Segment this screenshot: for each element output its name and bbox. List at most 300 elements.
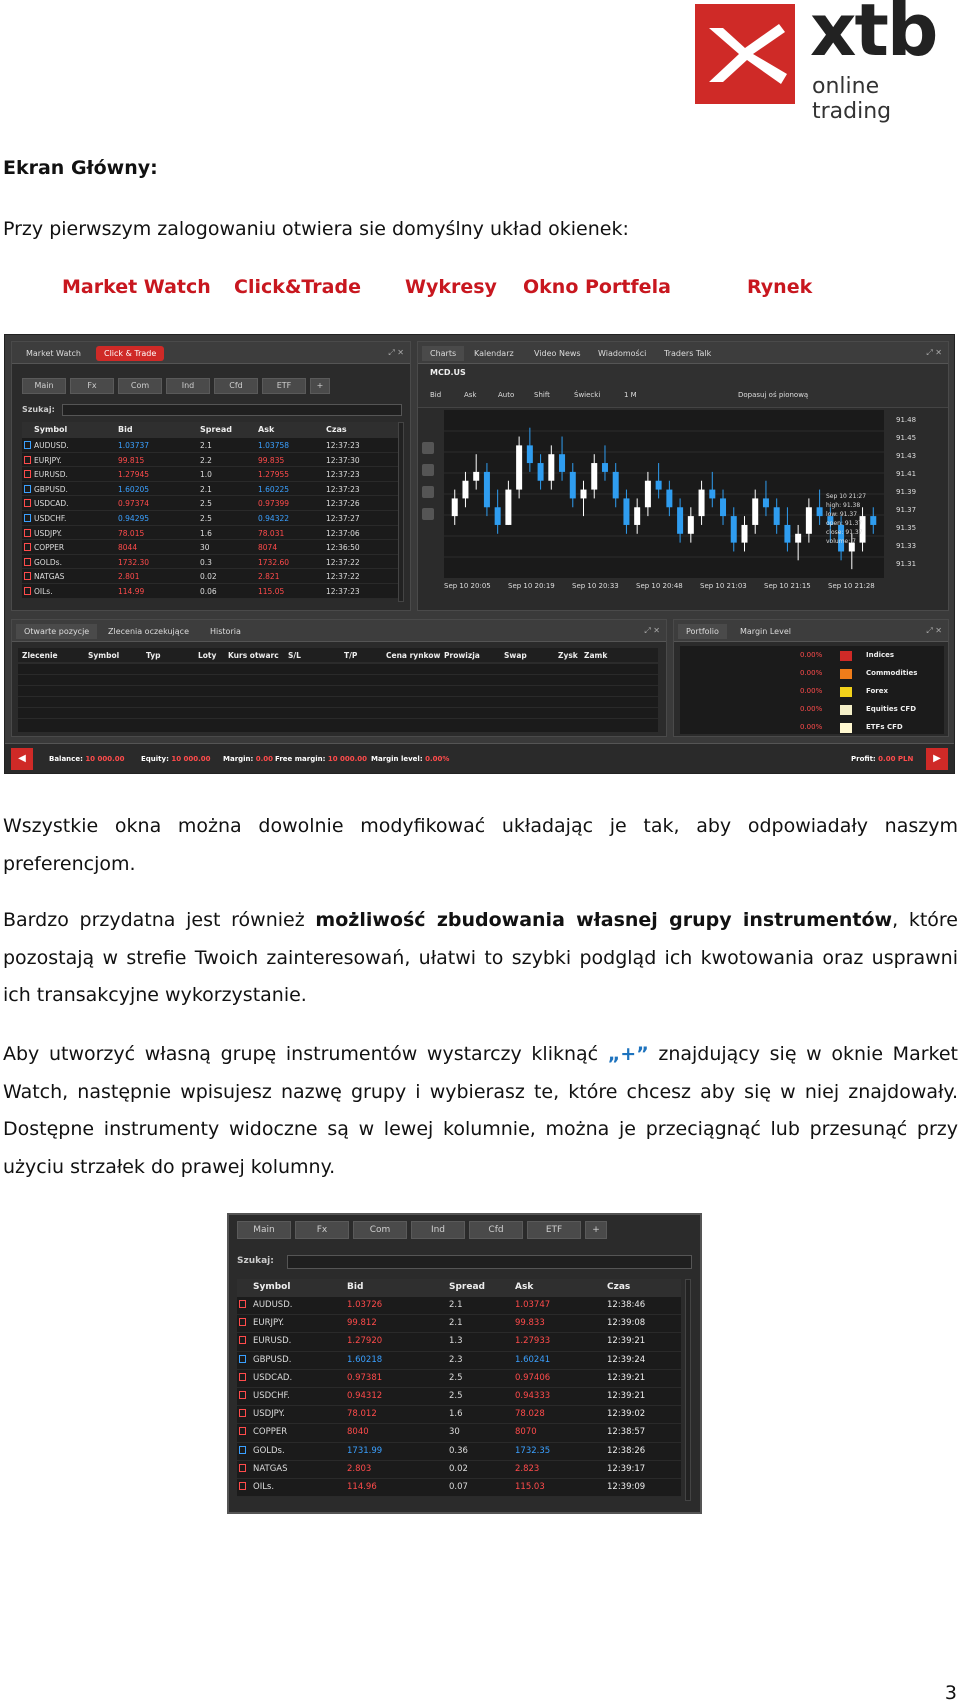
orders-column-header[interactable]: S/L xyxy=(288,651,301,660)
down-arrow-icon xyxy=(239,1300,246,1308)
quote-scrollbar[interactable] xyxy=(398,422,404,602)
down-arrow-icon xyxy=(239,1409,246,1417)
candle-body xyxy=(741,525,747,543)
portfolio-legend-row xyxy=(680,646,944,664)
time-cell: 12:39:02 xyxy=(607,1409,646,1420)
bid-cell: 0.97374 xyxy=(118,499,150,509)
window-label-rynek: Rynek xyxy=(747,276,813,298)
symbol-cell: AUDUSD. xyxy=(34,441,69,450)
price-axis xyxy=(888,410,946,578)
option-auto[interactable]: Auto xyxy=(498,391,515,399)
time-cell: 12:37:27 xyxy=(326,513,360,523)
spread-cell: 2.1 xyxy=(449,1318,463,1329)
pencil-tool-icon[interactable] xyxy=(422,486,434,498)
ask-cell: 1.03758 xyxy=(258,441,290,450)
tab-open-positions[interactable]: Otwarte pozycje xyxy=(16,624,97,639)
candlestick-chart[interactable] xyxy=(444,410,884,578)
candle-body xyxy=(870,516,876,525)
chart-instrument: MCD.US xyxy=(430,368,466,377)
time-tick-label: Sep 10 21:15 xyxy=(764,582,811,590)
down-arrow-icon xyxy=(24,543,31,551)
mw2-quote-row[interactable] xyxy=(237,1297,681,1315)
margin-level-status: Margin level: 0.00% xyxy=(371,755,450,763)
ask-cell: 0.94322 xyxy=(258,513,290,523)
platform-screenshot xyxy=(4,334,955,774)
quote-row[interactable] xyxy=(22,482,398,497)
price-tick-label: 91.43 xyxy=(896,452,917,460)
spread-cell: 2.1 xyxy=(200,484,212,494)
candle-body xyxy=(709,490,715,499)
portfolio-window-controls-icon[interactable]: ⤢ ✕ xyxy=(926,626,942,635)
ask-cell: 1.60225 xyxy=(258,484,290,494)
ask-cell: 2.823 xyxy=(515,1463,540,1474)
price-tick-label: 91.37 xyxy=(896,506,917,514)
search-input[interactable] xyxy=(62,404,402,416)
symbol-cell: NATGAS xyxy=(253,1463,288,1474)
portfolio-color-swatch xyxy=(840,687,852,697)
candle-body xyxy=(591,463,597,490)
bid-cell: 1.60205 xyxy=(118,484,150,494)
ask-cell: 78.031 xyxy=(258,528,285,538)
time-cell: 12:37:30 xyxy=(326,455,360,465)
mw2-search-label: Szukaj: xyxy=(237,1256,274,1266)
group-tab-ind[interactable]: Ind xyxy=(166,378,210,394)
bid-cell: 0.94312 xyxy=(347,1390,383,1401)
column-header-bid[interactable]: Bid xyxy=(118,425,133,434)
tooltip-line: low: 91.37 xyxy=(826,511,858,518)
up-arrow-icon xyxy=(239,1355,246,1363)
ask-cell: 99.833 xyxy=(515,1318,545,1329)
candle-body xyxy=(806,507,812,534)
bid-cell: 0.97381 xyxy=(347,1372,383,1383)
quote-row[interactable] xyxy=(22,496,398,511)
mw2-quote-row[interactable] xyxy=(237,1479,681,1497)
ask-cell: 78.028 xyxy=(515,1409,545,1420)
chart-window-controls-icon[interactable]: ⤢ ✕ xyxy=(926,348,942,357)
scroll-right-button[interactable]: ▶ xyxy=(926,748,948,770)
symbol-cell: USDCAD. xyxy=(34,499,69,509)
price-tick-label: 91.39 xyxy=(896,488,917,496)
quote-row[interactable] xyxy=(22,438,398,453)
candle-body xyxy=(548,454,554,481)
mw2-search-input[interactable] xyxy=(287,1255,692,1269)
orders-table-body xyxy=(18,664,658,732)
quote-row[interactable] xyxy=(22,555,398,570)
column-header-spread[interactable]: Spread xyxy=(200,425,232,434)
window-list xyxy=(3,276,958,304)
add-group-button[interactable]: + xyxy=(310,378,330,394)
portfolio-category: ETFs CFD xyxy=(866,723,903,731)
orders-column-header[interactable]: Cena rynkow xyxy=(386,651,441,660)
market-watch-screenshot xyxy=(227,1213,702,1514)
up-arrow-icon xyxy=(24,441,31,449)
mw2-column-header-spread[interactable]: Spread xyxy=(449,1282,485,1292)
time-tick-label: Sep 10 21:28 xyxy=(828,582,875,590)
symbol-cell: NATGAS xyxy=(34,572,65,582)
up-arrow-icon xyxy=(24,485,31,493)
tab-traders-talk[interactable]: Traders Talk xyxy=(664,349,712,358)
time-tick-label: Sep 10 20:19 xyxy=(508,582,555,590)
mw2-group-tab-etf[interactable]: ETF xyxy=(527,1221,581,1239)
layers-tool-icon[interactable] xyxy=(422,508,434,520)
portfolio-color-swatch xyxy=(840,723,852,733)
orders-column-header[interactable]: Zlecenie xyxy=(22,651,58,660)
time-tick-label: Sep 10 21:03 xyxy=(700,582,747,590)
candlestick-svg xyxy=(444,410,884,578)
portfolio-category: Equities CFD xyxy=(866,705,917,713)
mw2-group-tab-ind[interactable]: Ind xyxy=(411,1221,465,1239)
down-arrow-icon xyxy=(24,470,31,478)
tooltip-line: close: 91.37 xyxy=(826,529,863,536)
option-bid[interactable]: Bid xyxy=(430,391,442,399)
paragraph-modify-windows: Wszystkie okna można dowolnie modyfikować układając je tak, aby odpowiadały naszym preferencjom. xyxy=(3,815,958,875)
mw2-quote-scrollbar[interactable] xyxy=(685,1279,691,1501)
symbol-cell: COPPER xyxy=(253,1427,288,1438)
bid-cell: 0.94295 xyxy=(118,513,150,523)
ask-cell: 0.97399 xyxy=(258,499,290,509)
portfolio-percent: 0.00% xyxy=(800,687,823,695)
mw2-column-header-ask[interactable]: Ask xyxy=(515,1282,534,1292)
candle-body xyxy=(613,472,619,499)
ask-cell: 115.05 xyxy=(258,586,285,596)
portfolio-tabs xyxy=(674,620,948,642)
time-tick-label: Sep 10 20:33 xyxy=(572,582,619,590)
symbol-cell: GOLDs. xyxy=(253,1445,285,1456)
chart-drawing-tools xyxy=(422,442,438,562)
candle-body xyxy=(462,481,468,499)
mw2-quote-row[interactable] xyxy=(237,1315,681,1333)
quote-row[interactable] xyxy=(22,511,398,526)
mw2-column-header-time[interactable]: Czas xyxy=(607,1282,631,1292)
ask-cell: 8074 xyxy=(258,543,278,553)
ask-cell: 115.03 xyxy=(515,1481,545,1492)
candle-body xyxy=(527,445,533,463)
up-arrow-icon xyxy=(239,1446,246,1454)
quote-row[interactable] xyxy=(22,540,398,555)
bid-cell: 78.015 xyxy=(118,528,145,538)
scroll-left-button[interactable]: ◀ xyxy=(11,748,33,770)
candle-body xyxy=(688,516,694,534)
ask-cell: 0.97406 xyxy=(515,1372,551,1383)
tab-click-trade[interactable]: Click & Trade xyxy=(96,346,164,361)
down-arrow-icon xyxy=(24,499,31,507)
symbol-cell: OILs. xyxy=(34,586,53,596)
candle-body xyxy=(559,454,565,472)
time-cell: 12:37:22 xyxy=(326,572,360,582)
symbol-cell: USDCAD. xyxy=(253,1372,293,1383)
group-tab-fx[interactable]: Fx xyxy=(70,378,114,394)
time-cell: 12:37:26 xyxy=(326,499,360,509)
equity-status: Equity: 10 000.00 xyxy=(141,755,211,763)
portfolio-legend-row xyxy=(680,700,944,718)
spread-cell: 1.6 xyxy=(449,1409,463,1420)
bid-cell: 99.812 xyxy=(347,1318,377,1329)
tab-pending-orders[interactable]: Zlecenia oczekujące xyxy=(108,627,189,636)
bid-cell: 99.815 xyxy=(118,455,145,465)
time-cell: 12:39:08 xyxy=(607,1318,646,1329)
spread-cell: 0.02 xyxy=(200,572,217,582)
bid-cell: 78.012 xyxy=(347,1409,377,1420)
candle-body xyxy=(763,498,769,507)
candle-body xyxy=(495,507,501,525)
candle-body xyxy=(505,490,511,525)
orders-column-header[interactable]: Loty xyxy=(198,651,217,660)
bid-cell: 2.801 xyxy=(118,572,140,582)
column-header-time[interactable]: Czas xyxy=(326,425,347,434)
window-label-click-trade: Click&Trade xyxy=(234,276,361,298)
symbol-cell: USDCHF. xyxy=(34,513,67,523)
ask-cell: 1732.60 xyxy=(258,557,290,567)
spread-cell: 1.3 xyxy=(449,1336,463,1347)
bid-cell: 1731.99 xyxy=(347,1445,383,1456)
orders-column-header[interactable]: T/P xyxy=(344,651,358,660)
spread-cell: 1.0 xyxy=(200,470,212,480)
portfolio-percent: 0.00% xyxy=(800,651,823,659)
time-cell: 12:37:06 xyxy=(326,528,360,538)
tooltip-line: volume: 7 xyxy=(826,538,856,545)
portfolio-category: Commodities xyxy=(866,669,918,677)
symbol-cell: AUDUSD. xyxy=(253,1300,293,1310)
price-tick-label: 91.45 xyxy=(896,434,917,442)
column-header-ask[interactable]: Ask xyxy=(258,425,275,434)
time-cell: 12:39:24 xyxy=(607,1354,646,1365)
down-arrow-icon xyxy=(239,1464,246,1472)
down-arrow-icon xyxy=(24,587,31,595)
candle-body xyxy=(817,507,823,516)
mw2-quote-row[interactable] xyxy=(237,1406,681,1424)
symbol-cell: OILs. xyxy=(253,1481,275,1492)
chart-toolbar xyxy=(418,364,948,408)
mw2-column-header-bid[interactable]: Bid xyxy=(347,1282,364,1292)
xtb-logo xyxy=(695,0,958,124)
spread-cell: 2.2 xyxy=(200,455,212,465)
down-arrow-icon xyxy=(24,572,31,580)
mw2-quote-row[interactable] xyxy=(237,1461,681,1479)
quote-row[interactable] xyxy=(22,453,398,468)
window-controls-icon[interactable]: ⤢ ✕ xyxy=(388,348,404,357)
orders-column-header[interactable]: Symbol xyxy=(88,651,120,660)
group-tab-com[interactable]: Com xyxy=(118,378,162,394)
chart-panel-tabs xyxy=(418,342,948,364)
orders-column-header[interactable]: Zysk xyxy=(558,651,578,660)
symbol-cell: GOLDs. xyxy=(34,557,62,567)
candle-body xyxy=(538,463,544,481)
time-tick-label: Sep 10 20:48 xyxy=(636,582,683,590)
spread-cell: 30 xyxy=(449,1427,460,1438)
candle-body xyxy=(784,525,790,543)
ask-cell: 1732.35 xyxy=(515,1445,551,1456)
tab-kalendarz[interactable]: Kalendarz xyxy=(474,349,514,358)
mw2-group-tab-main[interactable]: Main xyxy=(237,1221,291,1239)
search-label: Szukaj: xyxy=(22,405,55,414)
spread-cell: 2.5 xyxy=(200,499,212,509)
window-label-okno-portfela: Okno Portfela xyxy=(523,276,671,298)
portfolio-legend-row xyxy=(680,718,944,736)
tab-market-watch[interactable]: Market Watch xyxy=(26,349,81,358)
ask-cell: 1.60241 xyxy=(515,1354,551,1365)
quote-table xyxy=(22,422,398,599)
spread-cell: 2.5 xyxy=(449,1372,463,1383)
window-label-market-watch: Market Watch xyxy=(62,276,211,298)
ask-cell: 8070 xyxy=(515,1427,537,1438)
tab-history[interactable]: Historia xyxy=(210,627,241,636)
tab-margin-level[interactable]: Margin Level xyxy=(740,627,791,636)
candle-type-select[interactable]: Świecki xyxy=(574,391,601,399)
price-tick-label: 91.31 xyxy=(896,560,917,568)
bid-cell: 1.03737 xyxy=(118,441,150,450)
timeframe-select[interactable]: 1 M xyxy=(624,391,637,399)
orders-column-header[interactable]: Kurs otwarc xyxy=(228,651,279,660)
orders-window-controls-icon[interactable]: ⤢ ✕ xyxy=(644,626,660,635)
bid-cell: 1732.30 xyxy=(118,557,150,567)
orders-column-header[interactable]: Typ xyxy=(146,651,161,660)
orders-table-header xyxy=(18,648,658,662)
symbol-cell: USDJPY. xyxy=(34,528,63,538)
portfolio-legend xyxy=(680,646,944,734)
mw2-group-tab-cfd[interactable]: Cfd xyxy=(469,1221,523,1239)
orders-column-header[interactable]: Swap xyxy=(504,651,527,660)
spread-cell: 2.5 xyxy=(449,1390,463,1401)
group-tab-cfd[interactable]: Cfd xyxy=(214,378,258,394)
mw2-quote-row[interactable] xyxy=(237,1333,681,1351)
candle-body xyxy=(677,507,683,534)
mw2-quote-row[interactable] xyxy=(237,1352,681,1370)
down-arrow-icon xyxy=(24,456,31,464)
time-cell: 12:37:23 xyxy=(326,441,360,450)
tab-charts[interactable]: Charts xyxy=(422,346,464,361)
time-cell: 12:39:09 xyxy=(607,1481,646,1492)
tab-video-news[interactable]: Video News xyxy=(534,349,581,358)
tooltip-line: high: 91.38 xyxy=(826,502,861,509)
window-label-wykresy: Wykresy xyxy=(405,276,497,298)
section-heading: Ekran Główny: xyxy=(3,157,158,179)
spread-cell: 0.06 xyxy=(200,586,217,596)
price-tick-label: 91.48 xyxy=(896,416,917,424)
time-cell: 12:39:21 xyxy=(607,1390,646,1401)
portfolio-color-swatch xyxy=(840,651,852,661)
symbol-cell: GBPUSD. xyxy=(34,484,68,494)
candle-body xyxy=(634,507,640,525)
group-tab-etf[interactable]: ETF xyxy=(262,378,306,394)
spread-cell: 0.02 xyxy=(449,1463,468,1474)
candle-tooltip xyxy=(826,492,866,546)
orders-tabs xyxy=(12,620,666,642)
candle-body xyxy=(666,490,672,508)
ask-cell: 1.27955 xyxy=(258,470,290,480)
candle-body xyxy=(720,498,726,516)
balance-status: Balance: 10 000.00 xyxy=(49,755,125,763)
bid-cell: 114.96 xyxy=(347,1481,377,1492)
orders-column-header[interactable]: Zamk xyxy=(584,651,608,660)
spread-cell: 0.3 xyxy=(200,557,212,567)
time-cell: 12:39:21 xyxy=(607,1372,646,1383)
portfolio-percent: 0.00% xyxy=(800,723,823,731)
portfolio-percent: 0.00% xyxy=(800,705,823,713)
paragraph-own-group: Bardzo przydatna jest również możliwość zbudowania własnej grupy instrumentów, które pozostają w strefie Twoich zainteresowań, ułatwi to szybki podgląd ich kwotowania oraz usprawni ich transakcyjne wykorzystanie. xyxy=(3,909,958,1006)
quote-row[interactable] xyxy=(22,467,398,482)
candle-body xyxy=(516,445,522,489)
xtb-logo-mark xyxy=(695,4,795,104)
quote-row[interactable] xyxy=(22,526,398,541)
mw2-quote-row[interactable] xyxy=(237,1424,681,1442)
spread-cell: 2.1 xyxy=(200,441,212,450)
orders-column-header[interactable]: Prowizja xyxy=(444,651,480,660)
fibonacci-tool-icon[interactable] xyxy=(422,464,434,476)
plus-symbol: „+” xyxy=(607,1043,649,1065)
own-group-emphasis: możliwość zbudowania własnej grupy instrumentów xyxy=(315,909,893,931)
bid-cell: 8040 xyxy=(347,1427,369,1438)
crosshair-tool-icon[interactable] xyxy=(422,442,434,454)
mw2-quote-row[interactable] xyxy=(237,1370,681,1388)
spread-cell: 1.6 xyxy=(200,528,212,538)
option-shift[interactable]: Shift xyxy=(534,391,550,399)
paragraph-how-to-create-group: Aby utworzyć własną grupę instrumentów wystarczy kliknąć „+” znajdujący się w oknie Market Watch, następnie wpisujesz nazwę grupy i wybierasz te, które chcesz aby się w niej znajdowały. Dostępne instrumenty widoczne są w lewej kolumnie, można je przeciągnąć lub przesunąć przy użyciu strzałek do prawej kolumny. xyxy=(3,1043,958,1178)
tab-portfolio[interactable]: Portfolio xyxy=(678,624,727,639)
candle-body xyxy=(656,481,662,490)
mw2-quote-row[interactable] xyxy=(237,1443,681,1461)
quote-row[interactable] xyxy=(22,569,398,584)
mw2-column-header-symbol[interactable]: Symbol xyxy=(253,1282,291,1292)
chart-panel xyxy=(417,341,949,611)
bid-cell: 1.27920 xyxy=(347,1336,383,1347)
ask-cell: 1.03747 xyxy=(515,1300,551,1310)
quote-row[interactable] xyxy=(22,584,398,599)
candle-body xyxy=(484,472,490,507)
ask-cell: 2.821 xyxy=(258,572,280,582)
mw2-group-tab-fx[interactable]: Fx xyxy=(295,1221,349,1239)
portfolio-legend-row xyxy=(680,682,944,700)
time-cell: 12:37:23 xyxy=(326,586,360,596)
price-tick-label: 91.33 xyxy=(896,542,917,550)
time-cell: 12:38:57 xyxy=(607,1427,646,1438)
time-cell: 12:37:23 xyxy=(326,484,360,494)
time-tick-label: Sep 10 20:05 xyxy=(444,582,491,590)
symbol-cell: EURUSD. xyxy=(34,470,68,480)
time-cell: 12:38:46 xyxy=(607,1300,646,1310)
symbol-cell: COPPER xyxy=(34,543,65,553)
time-cell: 12:38:26 xyxy=(607,1445,646,1456)
price-tick-label: 91.41 xyxy=(896,470,917,478)
symbol-cell: USDCHF. xyxy=(253,1390,290,1401)
candle-body xyxy=(645,481,651,508)
spread-cell: 0.36 xyxy=(449,1445,468,1456)
price-tick-label: 91.35 xyxy=(896,524,917,532)
time-axis xyxy=(444,582,884,594)
mw2-quote-row[interactable] xyxy=(237,1388,681,1406)
option-ask[interactable]: Ask xyxy=(464,391,477,399)
spread-cell: 2.3 xyxy=(449,1354,463,1365)
group-tab-main[interactable]: Main xyxy=(22,378,66,394)
ask-cell: 99.835 xyxy=(258,455,285,465)
spread-cell: 2.1 xyxy=(449,1300,463,1310)
tab-wiadomosci[interactable]: Wiadomości xyxy=(598,349,647,358)
candle-body xyxy=(774,507,780,525)
time-cell: 12:39:17 xyxy=(607,1463,646,1474)
spread-cell: 2.5 xyxy=(200,513,212,523)
symbol-cell: EURJPY. xyxy=(253,1318,285,1329)
column-header-symbol[interactable]: Symbol xyxy=(34,425,68,434)
down-arrow-icon xyxy=(239,1318,246,1326)
mw2-group-tab-com[interactable]: Com xyxy=(353,1221,407,1239)
quote-table-header xyxy=(22,422,398,438)
option-fit-vertical-axis[interactable]: Dopasuj oś pionową xyxy=(738,391,809,399)
mw2-add-group-button[interactable]: + xyxy=(585,1221,607,1239)
bid-cell: 8044 xyxy=(118,543,138,553)
profit-status: Profit: 0.00 PLN xyxy=(851,755,914,763)
bid-cell: 1.03726 xyxy=(347,1300,383,1310)
candle-body xyxy=(581,490,587,499)
page-number: 3 xyxy=(944,1682,957,1704)
